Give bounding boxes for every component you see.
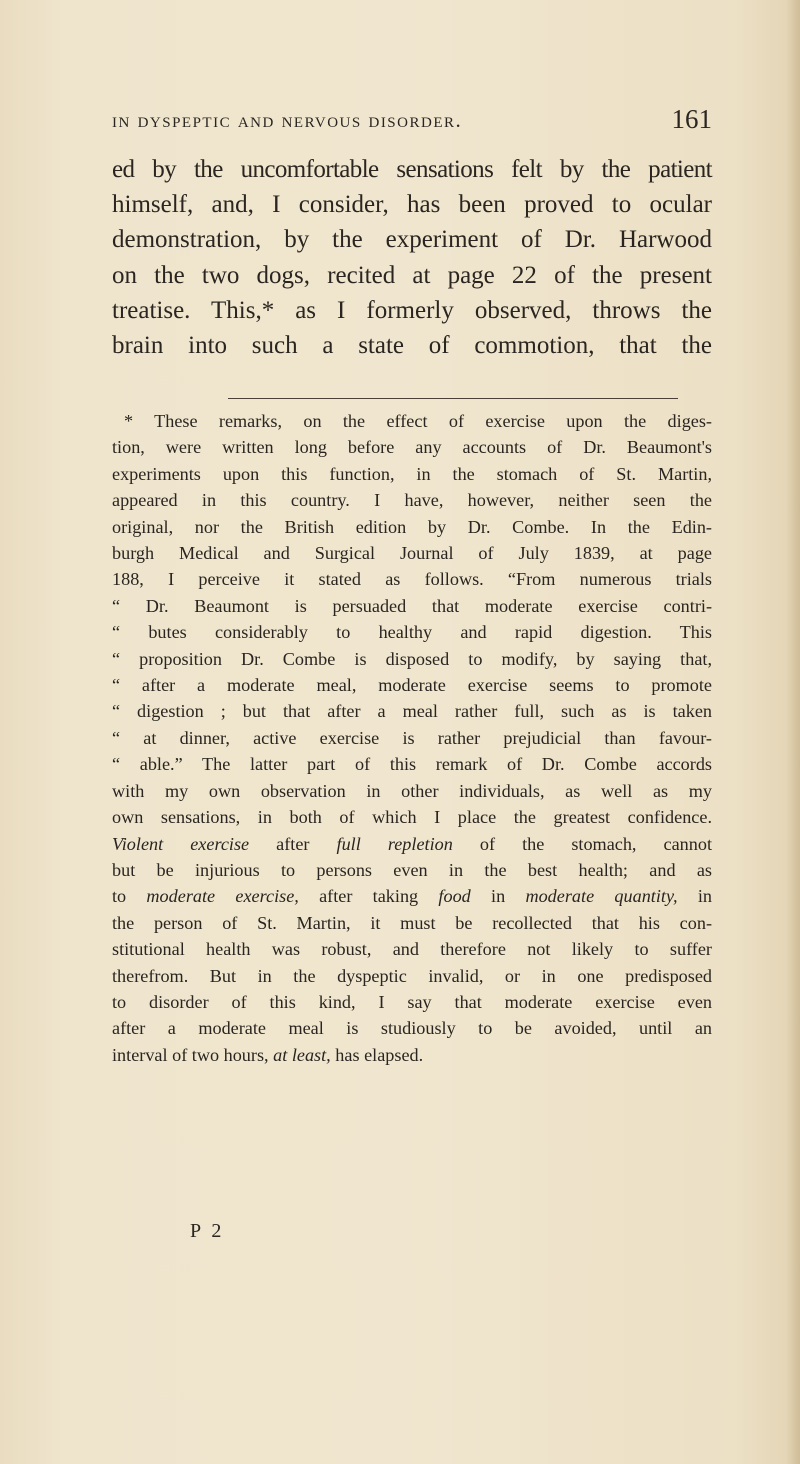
footnote-line: with my own observation in other individuals, as well as my [112,780,712,801]
footnote-line: stitutional health was robust, and therefore not likely to suffer [112,939,712,960]
italic-phrase: moderate quantity, [525,886,678,907]
footnote-line: tion, were written long before any accounts of Dr. Beaumont's [112,437,712,458]
footnote-line: original, nor the British edition by Dr. Combe. In the Edin- [112,516,712,537]
main-line: on the two dogs, recited at page 22 of the present [112,261,712,289]
footnote-line: own sensations, in both of which I place the greatest confidence. [112,807,712,828]
footnote-line: therefrom. But in the dyspeptic invalid, or in one predisposed [112,965,712,986]
main-line: demonstration, by the experiment of Dr. Harwood [112,226,712,254]
page-edge-shadow [786,0,800,1464]
footnote-text: to [112,886,147,907]
footnote-line: “ Dr. Beaumont is persuaded that moderate exercise contri- [112,595,712,616]
footnote-line [112,831,712,857]
footnote-line: “ after a moderate meal, moderate exercise seems to promote [112,675,712,696]
footnote-line: * These remarks, on the effect of exercise upon the diges- [124,411,712,431]
footnote-text: after taking [298,886,439,907]
signature-mark: P 2 [190,1220,225,1242]
main-line: ed by the uncomfortable sensations felt by the patient [112,156,712,183]
page-number: 161 [671,104,712,134]
running-header [112,104,712,144]
main-paragraph [112,152,712,363]
footnote-text: in [470,886,526,907]
italic-phrase: moderate exercise, [146,886,299,907]
main-line: himself, and, I consider, has been proved to ocular [112,191,712,219]
footnote-line: “ able.” The latter part of this remark of Dr. Combe accords [112,754,712,775]
italic-phrase: full repletion [336,833,453,854]
footnote-line: to disorder of this kind, I say that moderate exercise even [112,991,712,1012]
footnote-line: experiments upon this function, in the stomach of St. Martin, [112,463,712,484]
footnote-line: 188, I perceive it stated as follows. “From numerous trials [112,569,712,590]
footnote-line: appeared in this country. I have, however, neither seen the [112,490,712,511]
footnote-text: has elapsed. [330,1044,424,1065]
footnote-line: after a moderate meal is studiously to be avoided, until an [112,1018,712,1039]
footnote-line: “ butes considerably to healthy and rapid digestion. This [112,622,712,643]
italic-phrase: at least, [273,1044,331,1065]
italic-phrase: food [438,886,471,907]
footnote-line: but be injurious to persons even in the best health; and as [112,859,712,880]
footnote [112,408,712,1068]
footnote-line: the person of St. Martin, it must be recollected that his con- [112,912,712,933]
footnote-text: in [677,886,712,907]
footnote-line: burgh Medical and Surgical Journal of July 1839, at page [112,543,712,564]
footnote-line: “ proposition Dr. Combe is disposed to modify, by saying that, [112,648,712,669]
footnote-line [112,883,712,909]
footnote-line: “ at dinner, active exercise is rather prejudicial than favour- [112,727,712,748]
footnote-rule [228,398,678,399]
footnote-line: “ digestion ; but that after a meal rather full, such as is taken [112,701,712,722]
main-line: treatise. This,* as I formerly observed, throws the [112,296,712,324]
footnote-text: of the stomach, cannot [452,833,713,854]
footnote-line [112,1042,712,1068]
footnote-text: after [249,833,337,854]
running-title: in dyspeptic and nervous disorder. [112,108,463,132]
footnote-text: interval of two hours, [112,1044,274,1065]
italic-phrase: Violent exercise [112,833,250,854]
main-line: brain into such a state of commotion, that the [112,332,712,360]
